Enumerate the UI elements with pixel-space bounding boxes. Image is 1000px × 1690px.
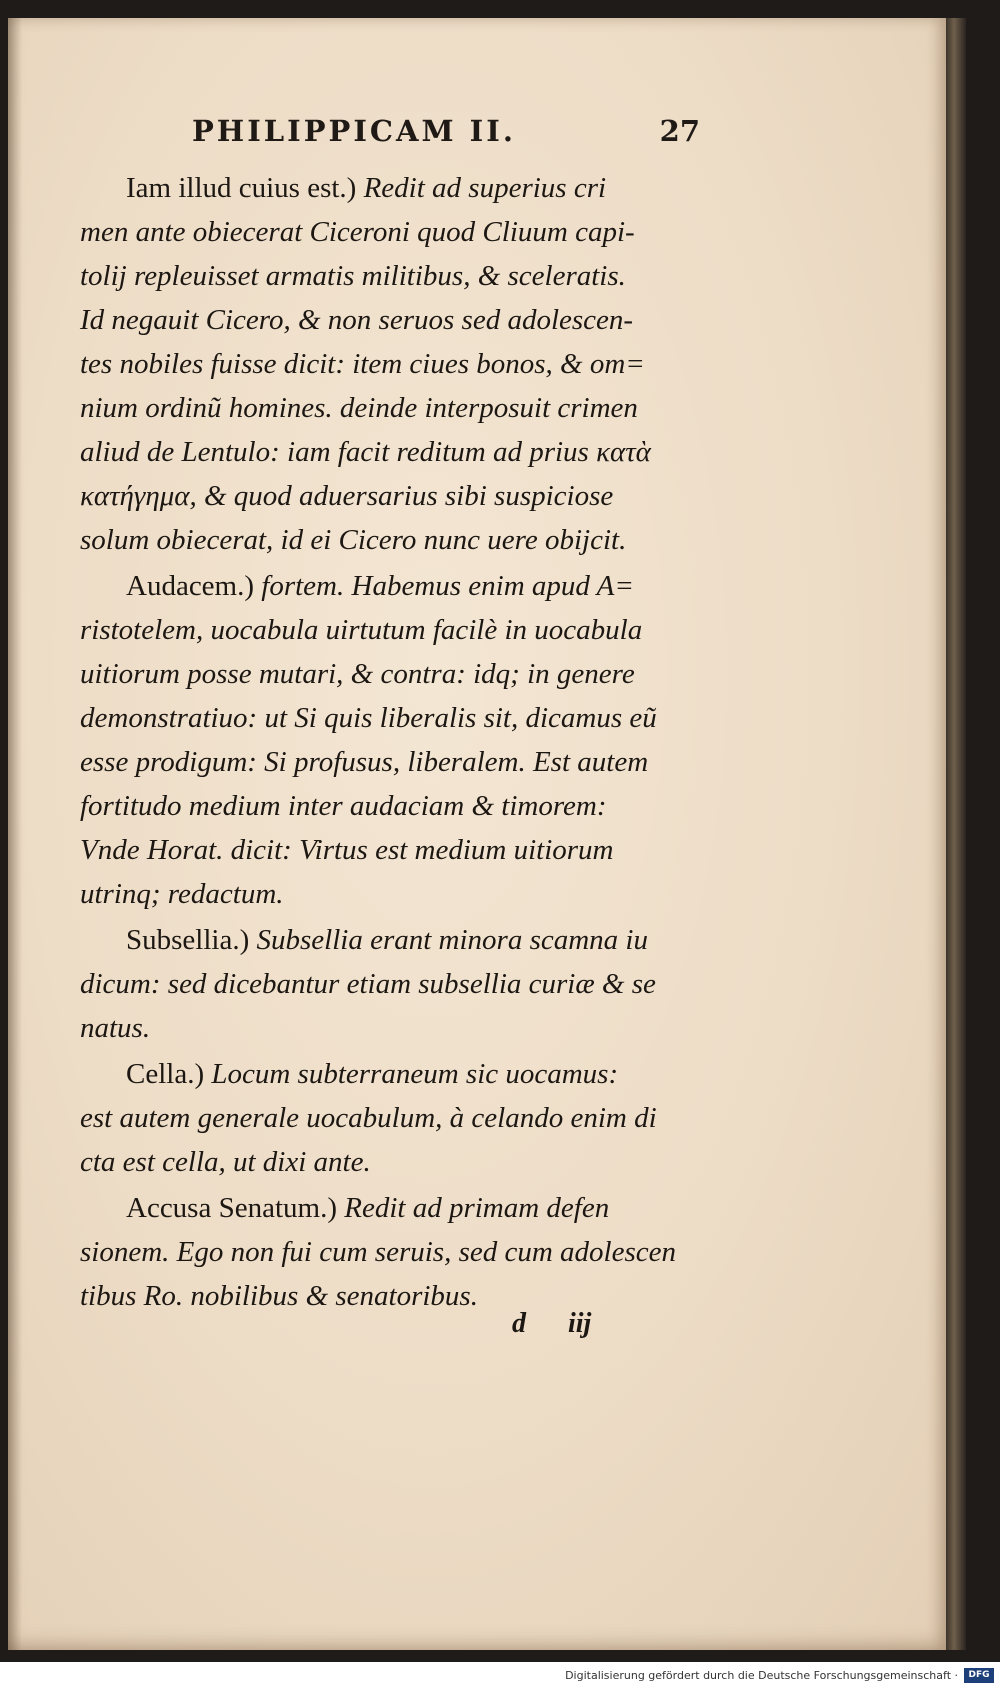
- footer-credit: Digitalisierung gefördert durch die Deutsche Forschungsgemeinschaft ·: [565, 1669, 958, 1682]
- line-text: men ante obiecerat Ciceroni quod Cliuum capi-: [80, 216, 635, 248]
- commentary-paragraph: [80, 1186, 728, 1318]
- text-line: [80, 298, 728, 342]
- commentary-paragraph: [80, 1052, 728, 1184]
- text-line: [80, 652, 728, 696]
- signature-number: iij: [568, 1308, 592, 1339]
- line-text: esse prodigum: Si profusus, liberalem. Est autem: [80, 746, 649, 778]
- lemma: Accusa Senatum.): [126, 1192, 337, 1224]
- line-text: tes nobiles fuisse dicit: item ciues bonos, & om=: [80, 348, 645, 380]
- line-text: ristotelem, uocabula uirtutum facilè in uocabula: [80, 614, 643, 646]
- line-text: Redit ad superius cri: [363, 172, 607, 204]
- running-head: [180, 110, 700, 150]
- line-text: uitiorum posse mutari, & contra: idq; in genere: [80, 658, 635, 690]
- line-text: cta est cella, ut dixi ante.: [80, 1146, 371, 1178]
- text-line: [80, 254, 728, 298]
- page-number: 27: [659, 114, 700, 148]
- line-text: Vnde Horat. dicit: Virtus est medium uitiorum: [80, 834, 614, 866]
- text-line: [80, 210, 728, 254]
- text-line: [80, 342, 728, 386]
- line-text: sionem. Ego non fui cum seruis, sed cum adolescen: [80, 1236, 677, 1268]
- line-text: tibus Ro. nobilibus & senatoribus.: [80, 1280, 478, 1312]
- text-line: [80, 1006, 728, 1050]
- text-line: [80, 696, 728, 740]
- text-line: [80, 1186, 728, 1230]
- text-line: [80, 740, 728, 784]
- lemma: Audacem.): [126, 570, 255, 602]
- commentary-paragraph: [80, 918, 728, 1050]
- page-edge: [946, 18, 966, 1650]
- text-line: [80, 872, 728, 916]
- line-text: dicum: sed dicebantur etiam subsellia curiæ & se: [80, 968, 656, 1000]
- lemma: Iam illud cuius est.): [126, 172, 357, 204]
- text-line: [80, 1140, 728, 1184]
- line-text: fortem. Habemus enim apud A=: [261, 570, 634, 602]
- line-text: natus.: [80, 1012, 151, 1044]
- dfg-logo: DFG: [964, 1668, 994, 1683]
- line-text: fortitudo medium inter audaciam & timorem:: [80, 790, 607, 822]
- text-line: [80, 564, 728, 608]
- commentary-paragraph: [80, 166, 728, 562]
- line-text: utrinq; redactum.: [80, 878, 284, 910]
- text-line: [80, 474, 728, 518]
- text-line: [80, 1096, 728, 1140]
- signature-letter: d: [512, 1308, 526, 1339]
- text-line: [80, 518, 728, 562]
- text-line: [80, 784, 728, 828]
- line-text: Subsellia erant minora scamna iu: [256, 924, 648, 956]
- line-text: demonstratiuo: ut Si quis liberalis sit, dicamus eũ: [80, 702, 657, 734]
- commentary-text: [80, 166, 728, 1318]
- text-line: [80, 1052, 728, 1096]
- commentary-paragraph: [80, 564, 728, 916]
- text-line: [80, 386, 728, 430]
- footer-bar: [0, 1662, 1000, 1690]
- line-text: Id negauit Cicero, & non seruos sed adolescen-: [80, 304, 634, 336]
- lemma: Subsellia.): [126, 924, 250, 956]
- line-text: est autem generale uocabulum, à celando enim di: [80, 1102, 657, 1134]
- text-line: [80, 430, 728, 474]
- spine-shadow: [8, 18, 22, 1650]
- line-text: Locum subterraneum sic uocamus:: [211, 1058, 619, 1090]
- line-text: aliud de Lentulo: iam facit reditum ad prius κατὰ: [80, 436, 651, 468]
- line-text: Redit ad primam defen: [344, 1192, 610, 1224]
- text-line: [80, 1230, 728, 1274]
- running-head-title: PHILIPPICAM II.: [192, 114, 516, 148]
- text-line: [80, 608, 728, 652]
- line-text: κατήγημα, & quod aduersarius sibi suspiciose: [80, 480, 614, 512]
- line-text: nium ordinũ homines. deinde interposuit crimen: [80, 392, 638, 424]
- line-text: solum obiecerat, id ei Cicero nunc uere obijcit.: [80, 524, 627, 556]
- line-text: tolij repleuisset armatis militibus, & sceleratis.: [80, 260, 626, 292]
- lemma: Cella.): [126, 1058, 205, 1090]
- text-line: [80, 962, 728, 1006]
- text-line: [80, 918, 728, 962]
- text-line: [80, 166, 728, 210]
- signature-mark: [512, 1308, 632, 1348]
- text-line: [80, 828, 728, 872]
